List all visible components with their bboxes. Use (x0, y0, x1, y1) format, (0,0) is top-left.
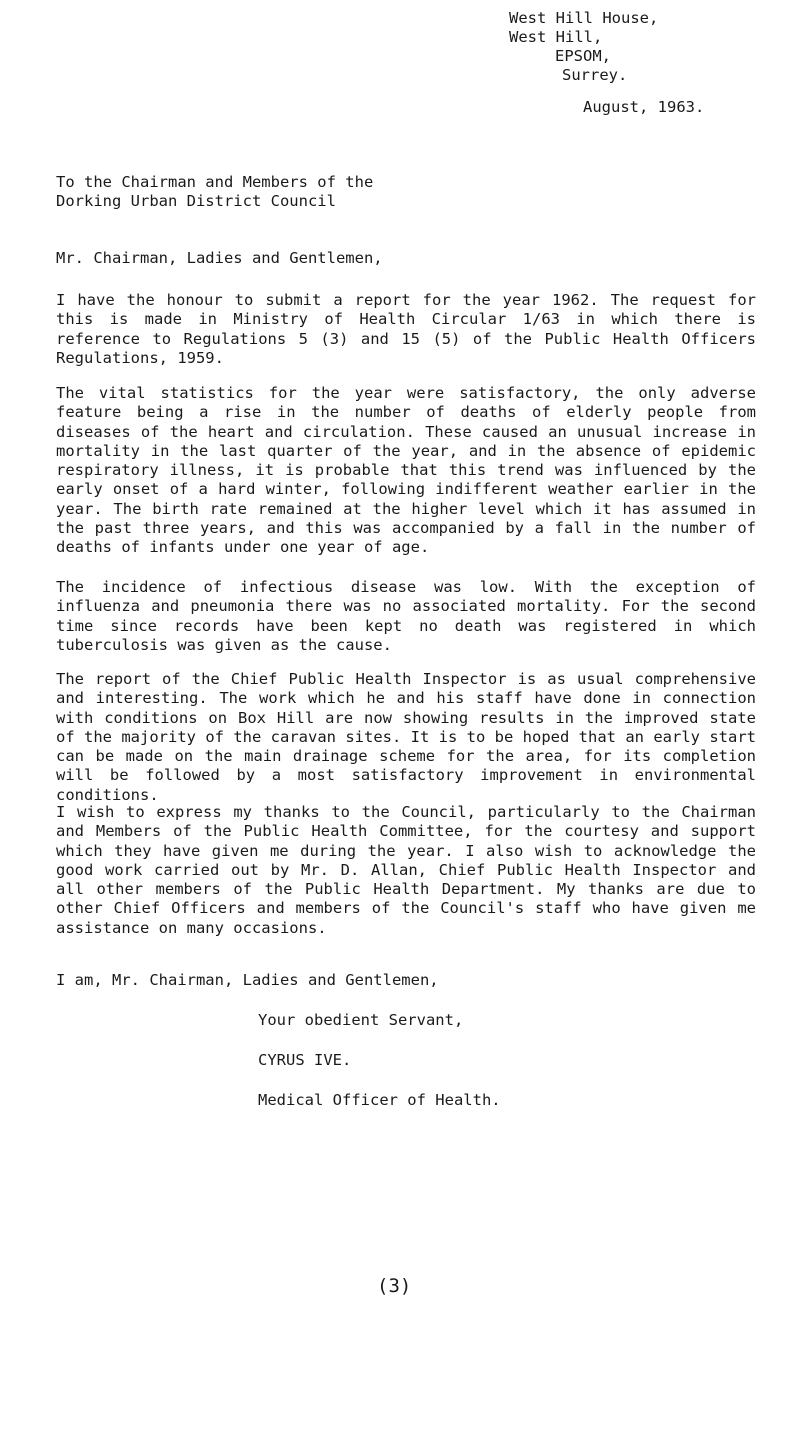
addressee (56, 173, 556, 211)
address-line-2: West Hill, (509, 28, 603, 46)
closing-line: I am, Mr. Chairman, Ladies and Gentlemen, (56, 971, 439, 989)
address-line-4: Surrey. (562, 66, 628, 84)
salutation: Mr. Chairman, Ladies and Gentlemen, (56, 249, 383, 267)
paragraph-infectious-disease: The incidence of infectious disease was low. With the exception of influenza and pneumonia there was no associated mortality. For the second time since records have been kept no death was registered in which tuberculosis was given as the cause. (56, 578, 756, 654)
paragraph-report-request: I have the honour to submit a report for the year 1962. The request for this is made in Ministry of Health Circular 1/63 in which there is reference to Regulations 5 (3) and 15 (5) of the Public Health Officers Regulations, 1959. (56, 291, 756, 367)
page-number: (3) (377, 1275, 412, 1297)
signatory-title: Medical Officer of Health. (258, 1091, 501, 1109)
paragraph-inspector-report: The report of the Chief Public Health Inspector is as usual comprehensive and interesting. The work which he and his staff have done in connection with conditions on Box Hill are now showing results in the improved state of the majority of the caravan sites. It is to be hoped that an early start can be made on the main drainage scheme for the area, for its completion will be followed by a most satisfactory improvement in environmental conditions. (56, 670, 756, 804)
paragraph-thanks: I wish to express my thanks to the Council, particularly to the Chairman and Members of the Public Health Committee, for the courtesy and support which they have given me during the year. I also wish to acknowledge the good work carried out by Mr. D. Allan, Chief Public Health Inspector and all other members of the Public Health Department. My thanks are due to other Chief Officers and members of the Council's staff who have given me assistance on many occasions. (56, 803, 756, 937)
address-line-1: West Hill House, (509, 9, 659, 27)
addressee-line-1: To the Chairman and Members of the (56, 173, 374, 191)
paragraph-vital-statistics: The vital statistics for the year were satisfactory, the only adverse feature being a rise in the number of deaths of elderly people from diseases of the heart and circulation. These caused an unusual increase in mortality in the last quarter of the year, and in the absence of epidemic respiratory illness, it is probable that this trend was influenced by the early onset of a hard winter, following indifferent weather earlier in the year. The birth rate remained at the higher level which it has assumed in the past three years, and this was accompanied by a fall in the number of deaths of infants under one year of age. (56, 384, 756, 557)
address-line-3: EPSOM, (555, 47, 611, 65)
addressee-line-2: Dorking Urban District Council (56, 192, 336, 210)
letter-date: August, 1963. (583, 98, 705, 116)
sender-address (509, 9, 779, 116)
valediction: Your obedient Servant, (258, 1011, 464, 1029)
signatory-name: CYRUS IVE. (258, 1051, 352, 1069)
